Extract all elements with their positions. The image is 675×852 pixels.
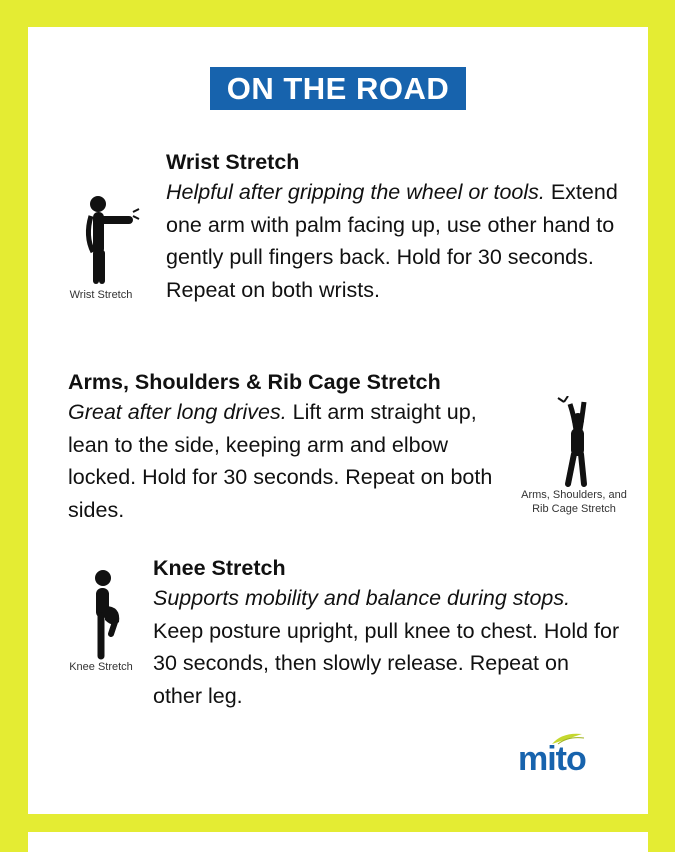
- section-intro: Helpful after gripping the wheel or tools.: [166, 180, 545, 204]
- figure-caption-line1: Arms, Shoulders, and: [521, 489, 627, 501]
- section-body: Keep posture upright, pull knee to chest. Hold for 30 seconds, then slowly release. Repeat on other leg.: [153, 618, 620, 708]
- wrist-stretch-section: [166, 148, 626, 306]
- next-card-edge: [28, 832, 648, 852]
- arms-shoulders-section: [68, 368, 508, 526]
- section-text: [166, 176, 626, 306]
- knee-stretch-figure: [46, 568, 156, 674]
- section-intro: Supports mobility and balance during stops.: [153, 586, 571, 610]
- wrist-stretch-pictogram-icon: [61, 192, 141, 288]
- mito-logo: [518, 738, 610, 778]
- figure-caption: Wrist Stretch: [69, 289, 133, 301]
- section-intro: Great after long drives.: [68, 400, 287, 424]
- section-heading: Wrist Stretch: [166, 150, 300, 174]
- section-body: Lift arm straight up, lean to the side, keeping arm and elbow locked. Hold for 30 seconds. Repeat on both sides.: [68, 400, 493, 522]
- section-heading: Knee Stretch: [153, 556, 286, 580]
- page-title: ON THE ROAD: [210, 67, 466, 110]
- figure-caption-line2: Rib Cage Stretch: [532, 503, 616, 515]
- section-text: [153, 582, 623, 712]
- wrist-stretch-figure: [46, 192, 156, 302]
- knee-stretch-section: [153, 554, 623, 712]
- figure-caption: Knee Stretch: [69, 661, 133, 673]
- section-body: Extend one arm with palm facing up, use other hand to gently pull fingers back. Hold for 30 seconds. Repeat on both wrists.: [166, 180, 618, 302]
- logo-text: mito: [518, 740, 586, 778]
- side-stretch-pictogram-icon: [544, 396, 604, 488]
- knee-stretch-pictogram-icon: [71, 568, 131, 660]
- section-heading: Arms, Shoulders & Rib Cage Stretch: [68, 370, 441, 394]
- arms-shoulders-figure: [500, 396, 648, 516]
- section-text: [68, 396, 508, 526]
